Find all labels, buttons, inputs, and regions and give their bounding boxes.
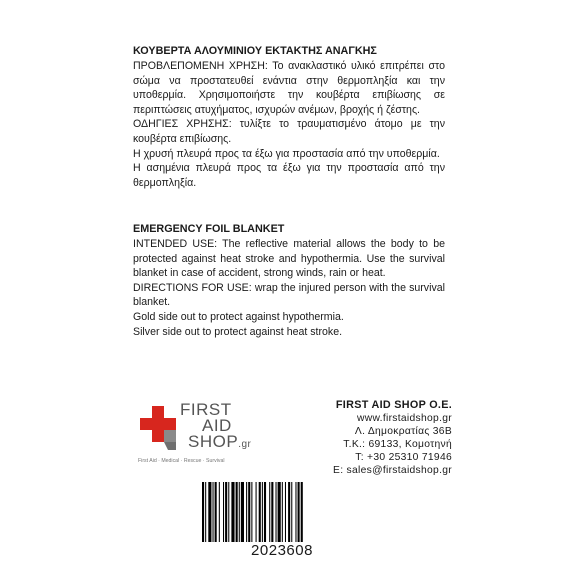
logo-wordmark xyxy=(180,402,251,453)
logo-line-shop: SHOP.gr xyxy=(188,432,252,451)
barcode-bar xyxy=(259,482,261,542)
barcode-bar xyxy=(298,482,300,542)
barcode-bar xyxy=(228,482,229,542)
barcode-number: 2023608 xyxy=(251,542,313,559)
barcode-bar xyxy=(205,482,206,542)
company-phone: Τ: +30 25310 71946 xyxy=(355,452,452,463)
greek-directions: ΟΔΗΓΙΕΣ ΧΡΗΣΗΣ: τυλίξτε το τραυματισμένο άτομο με την κουβέρτα επιβίωσης. xyxy=(133,118,445,145)
barcode-bar xyxy=(202,482,204,542)
barcode-bar xyxy=(223,482,224,542)
english-title: EMERGENCY FOIL BLANKET xyxy=(133,223,285,235)
barcode-bar xyxy=(208,482,211,542)
barcode-bar xyxy=(213,482,214,542)
barcode-bar xyxy=(248,482,250,542)
barcode-bar xyxy=(269,482,270,542)
logo-line-first: FIRST xyxy=(180,400,232,419)
company-website: www.firstaidshop.gr xyxy=(357,413,452,424)
barcode-bar xyxy=(282,482,283,542)
greek-silver-side: Η ασημένια πλευρά προς τα έξω για την προστασία από την θερμοπληξία. xyxy=(133,162,445,189)
barcode-bar xyxy=(251,482,252,542)
english-gold-side: Gold side out to protect against hypothermia. xyxy=(133,310,344,323)
greek-title: ΚΟΥΒΕΡΤΑ ΑΛΟΥΜΙΝΙΟΥ ΕΚΤΑΚΤΗΣ ΑΝΑΓΚΗΣ xyxy=(133,45,377,57)
barcode-bar xyxy=(285,482,286,542)
english-silver-side: Silver side out to protect against heat stroke. xyxy=(133,325,343,338)
barcode-bar xyxy=(239,482,240,542)
barcode-bar xyxy=(276,482,277,542)
barcode-bar xyxy=(271,482,273,542)
company-address: Λ. Δημοκρατίας 36Β xyxy=(354,426,452,437)
company-postal: Τ.Κ.: 69133, Κομοτηνή xyxy=(343,439,452,450)
barcode-bar xyxy=(236,482,238,542)
company-email: E: sales@firstaidshop.gr xyxy=(333,465,452,476)
barcode-bar xyxy=(288,482,290,542)
barcode-bar xyxy=(278,482,281,542)
barcode-bar xyxy=(219,482,220,542)
english-directions: DIRECTIONS FOR USE: wrap the injured person with the survival blanket. xyxy=(133,281,445,309)
greek-intended-use: ΠΡΟΒΛΕΠΟΜΕΝΗ ΧΡΗΣΗ: Το ανακλαστικό υλικό επιτρέπει στο σώμα να προστατευθεί ενάντια στην θερμοπληξία και την υποθερμία. Χρησιμοποιήστε την κουβέρτα επιβίωσης σε περιπτώσεις ατυχήματος, ισχυρών ανέμων, βροχής ή ζέστης. xyxy=(133,59,445,116)
barcode-bar xyxy=(256,482,257,542)
barcode-bar xyxy=(295,482,296,542)
greek-instructions xyxy=(133,44,445,190)
barcode-bar xyxy=(231,482,234,542)
barcode-bar xyxy=(291,482,292,542)
barcode-bar xyxy=(241,482,244,542)
barcode-bar xyxy=(262,482,263,542)
barcode-bar xyxy=(215,482,217,542)
greek-gold-side: Η χρυσή πλευρά προς τα έξω για προστασία από την υποθερμία. xyxy=(133,147,440,160)
barcode xyxy=(202,482,362,542)
logo-domain-suffix: .gr xyxy=(238,439,252,450)
english-instructions xyxy=(133,222,445,339)
company-name: FIRST AID SHOP O.E. xyxy=(335,399,452,411)
barcode-bar xyxy=(246,482,247,542)
medical-cross-icon xyxy=(138,400,186,452)
barcode-bar xyxy=(264,482,266,542)
english-intended-use: INTENDED USE: The reflective material allows the body to be protected against heat stroke and hypothermia. Use the survival blanket in case of accident, strong winds, rain or heat. xyxy=(133,237,445,280)
logo-tagline: First Aid · Medical · Rescue · Survival xyxy=(138,458,225,464)
logo-line-aid: AID xyxy=(202,416,232,435)
first-aid-shop-logo xyxy=(138,400,260,470)
company-details xyxy=(262,399,452,477)
barcode-bar xyxy=(301,482,303,542)
barcode-bar xyxy=(225,482,227,542)
